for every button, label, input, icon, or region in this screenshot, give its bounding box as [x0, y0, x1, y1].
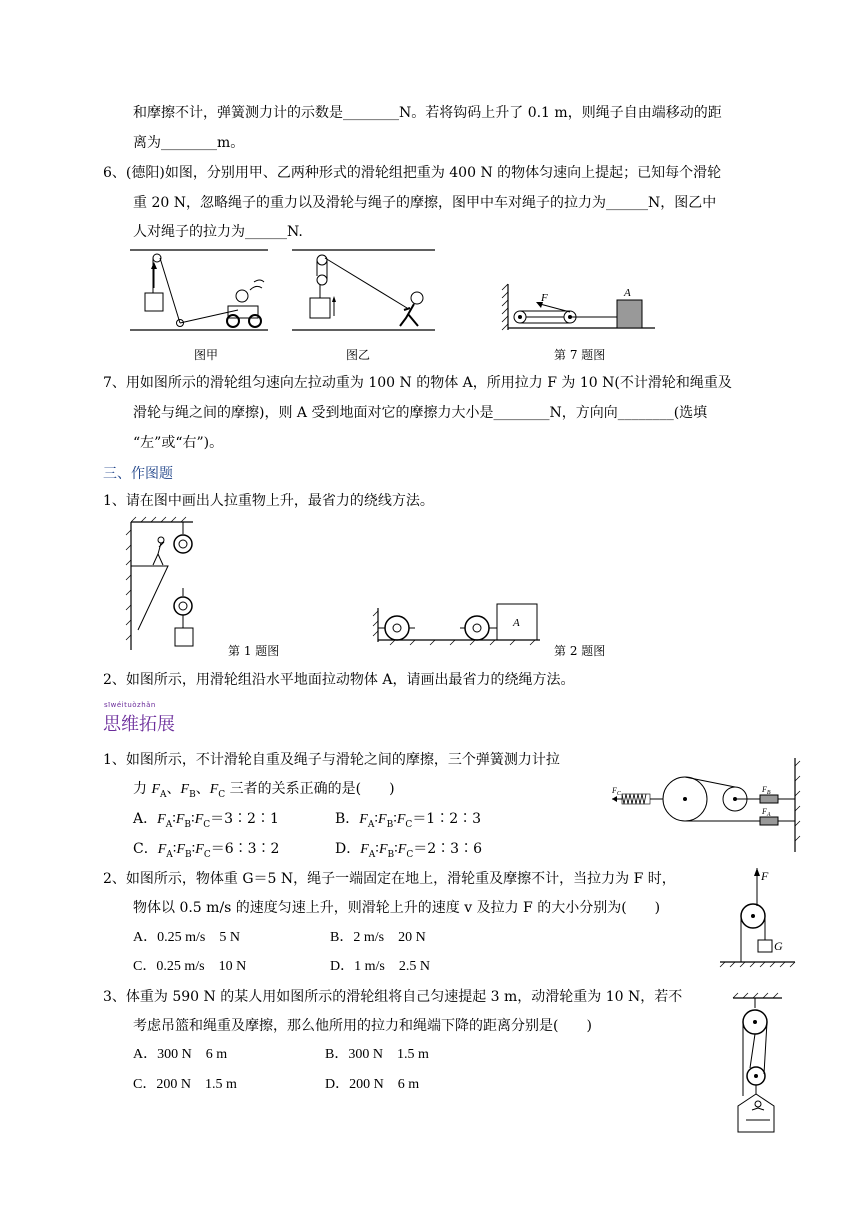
t2-option-b[interactable]: B．2 m/s 20 N — [330, 930, 426, 945]
t2-line2: 物体以 0.5 m/s 的速度匀速上升，则滑轮上升的速度 v 及拉力 F 的大小分别为( ) — [133, 900, 661, 916]
label-A: A — [624, 287, 631, 299]
svg-text:FC: $F_C$ — [612, 786, 621, 797]
figure-7 — [500, 282, 655, 334]
t1-option-c[interactable]: C．$F_A∶F_B∶F_C=6∶3∶2$ — [133, 841, 280, 860]
t3-option-d[interactable]: D．200 N 6 m — [325, 1077, 420, 1092]
label-F: F — [541, 292, 548, 304]
q5-line1: 和摩擦不计，弹簧测力计的示数是________N。若将钩码上升了 0.1 m，则绳子自由端移动的距 — [133, 105, 722, 121]
label-FA: F — [762, 807, 767, 816]
figure-jia — [130, 248, 270, 333]
label-G: G — [774, 939, 783, 953]
section-title-drawing: 三、作图题 — [103, 466, 173, 482]
t2-option-a[interactable]: A．0.25 m/s 5 N — [133, 930, 240, 945]
q6-line3: 人对绳子的拉力为______N. — [133, 224, 303, 240]
label-F-t2: F — [761, 869, 769, 883]
draw-q2: 2、如图所示，用滑轮组沿水平地面拉动物体 A，请画出最省力的绕绳方法。 — [103, 672, 575, 688]
t1-line1: 1、如图所示，不计滑轮自重及绳子与滑轮之间的摩擦，三个弹簧测力计拉 — [103, 752, 560, 768]
t1-option-d[interactable]: D．$F_A∶F_B∶F_C=2∶3∶6$ — [335, 841, 482, 860]
t2-option-c[interactable]: C．0.25 m/s 10 N — [133, 959, 247, 974]
caption-fig-yi: 图乙 — [346, 348, 371, 362]
q7-line1: 7、用如图所示的滑轮组匀速向左拉动重为 100 N 的物体 A，所用拉力 F 为 10 N(不计滑轮和绳重及 — [103, 375, 732, 391]
tractor-icon — [227, 280, 264, 327]
t3-option-a[interactable]: A．300 N 6 m — [133, 1047, 228, 1062]
t1-option-a[interactable]: A．$F_A∶F_B∶F_C=3∶2∶1$ — [133, 811, 279, 830]
t1-figure — [610, 756, 800, 854]
person-icon — [153, 537, 164, 565]
section-pinyin: sīwéituòzhǎn — [104, 701, 156, 709]
t3-option-b[interactable]: B．300 N 1.5 m — [325, 1047, 429, 1062]
q6-line2: 重 20 N，忽略绳子的重力以及滑轮与绳子的摩擦，图甲中车对绳子的拉力为______N，图乙中 — [133, 195, 717, 211]
t3-option-c[interactable]: C．200 N 1.5 m — [133, 1077, 237, 1092]
t1-option-b[interactable]: B．$F_A∶F_B∶F_C=1∶2∶3$ — [335, 811, 482, 830]
q7-line2: 滑轮与绳之间的摩擦)，则 A 受到地面对它的摩擦力大小是________N，方向向________(选填 — [133, 405, 708, 421]
caption-draw-fig-2: 第 2 题图 — [554, 644, 606, 658]
q6-line1: 6、(德阳)如图，分别用甲、乙两种形式的滑轮组把重为 400 N 的物体匀速向上提起；已知每个滑轮 — [103, 165, 722, 181]
q7-line3: “左”或“右”)。 — [133, 435, 224, 451]
drawing-figure-1 — [128, 520, 208, 652]
t1-line2: 力 $F_A$、$F_B$、$F_C$ 三者的关系正确的是( ) — [133, 781, 395, 800]
q5-line2: 离为________m。 — [133, 135, 245, 151]
t2-figure — [715, 866, 800, 976]
t3-line1: 3、体重为 590 N 的某人用如图所示的滑轮组将自己匀速提起 3 m，动滑轮重为 10 N，若不 — [103, 989, 683, 1005]
person-pulling-icon — [400, 292, 423, 326]
t2-option-d[interactable]: D．1 m/s 2.5 N — [330, 959, 430, 974]
drawing-figure-2 — [375, 606, 540, 646]
label-FB: F — [762, 785, 767, 794]
caption-fig-7: 第 7 题图 — [554, 348, 606, 362]
figure-yi — [292, 248, 437, 333]
t3-figure — [730, 994, 785, 1134]
t3-line2: 考虑吊篮和绳重及摩擦，那么他所用的拉力和绳端下降的距离分别是( ) — [133, 1018, 592, 1034]
caption-draw-fig-1: 第 1 题图 — [228, 644, 280, 658]
t2-line1: 2、如图所示，物体重 G＝5 N，绳子一端固定在地上，滑轮重及摩擦不计，当拉力为 F 时， — [103, 871, 676, 887]
svg-text:FA: $F_A$ — [762, 807, 771, 818]
label-FC: F — [612, 786, 617, 795]
caption-fig-jia: 图甲 — [194, 348, 219, 362]
label-A-draw2: A — [513, 617, 520, 629]
section-title-thinking: 思维拓展 — [103, 714, 175, 735]
draw-q1: 1、请在图中画出人拉重物上升，最省力的绕线方法。 — [103, 493, 434, 509]
svg-text:FB: $F_B$ — [762, 785, 771, 796]
